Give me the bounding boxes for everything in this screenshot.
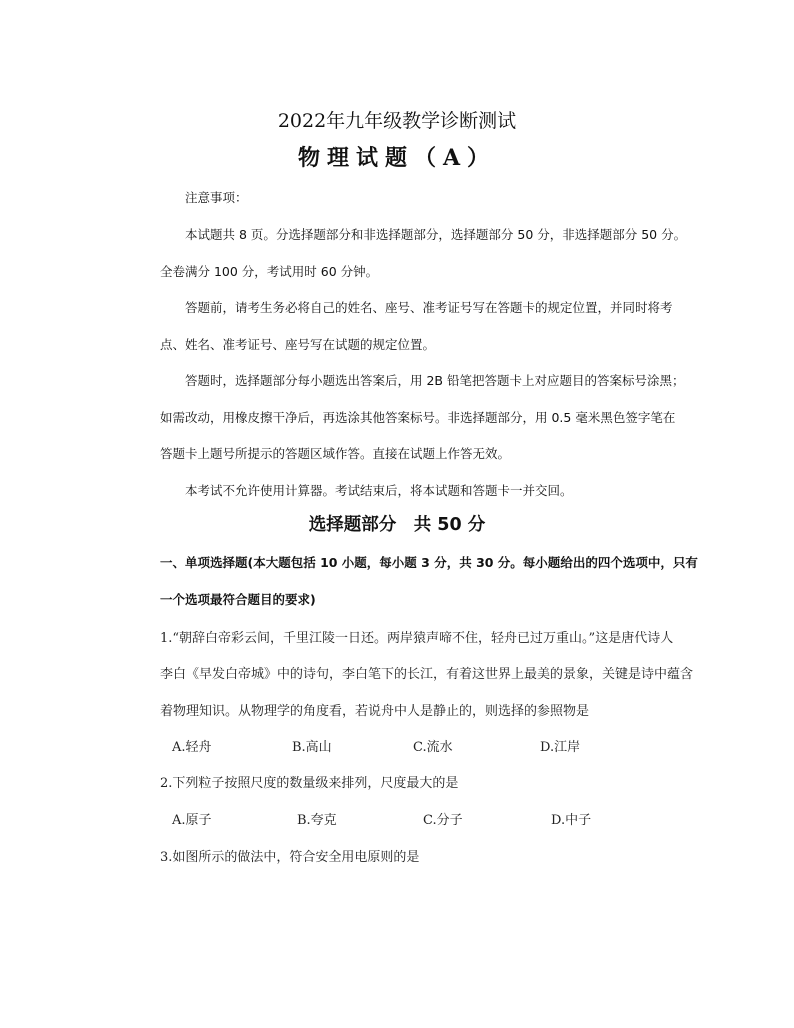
option-b: B.夸克: [297, 813, 337, 828]
notice-heading: 注意事项：: [185, 190, 248, 205]
option-b: B.高山: [292, 740, 332, 755]
notice-line: 答题时，选择题部分每小题选出答案后，用 2B 铅笔把答题卡上对应题目的答案标号涂黑；: [185, 373, 685, 388]
notice-line: 全卷满分 100 分，考试用时 60 分钟。: [160, 264, 379, 279]
section-instruction: 一、单项选择题(本大题包括 10 小题，每小题 3 分，共 30 分。每小题给出的四个选项中，只有: [160, 555, 698, 570]
question-text: 3.如图所示的做法中，符合安全用电原则的是: [160, 850, 420, 865]
question-text: 2.下列粒子按照尺度的数量级来排列，尺度最大的是: [160, 776, 459, 791]
question-text: 李白《早发白帝城》中的诗句，李白笔下的长江，有着这世界上最美的景象，关键是诗中蕴含: [160, 667, 694, 682]
option-d: D.中子: [551, 813, 592, 828]
question-text: 着物理知识。从物理学的角度看，若说舟中人是静止的，则选择的参照物是: [160, 704, 590, 719]
section-instruction: 一个选项最符合题目的要求): [160, 592, 316, 607]
question-text: 1.“朝辞白帝彩云间，千里江陵一日还。两岸猿声啼不住，轻舟已过万重山。”这是唐代诗人: [160, 631, 674, 646]
notice-line: 如需改动，用橡皮擦干净后，再选涂其他答案标号。非选择题部分，用 0.5 毫米黑色签字笔在: [160, 410, 676, 425]
notice-line: 本考试不允许使用计算器。考试结束后，将本试题和答题卡一并交回。: [185, 483, 573, 498]
subject-title: 物理试题（A）: [297, 145, 497, 171]
option-c: C.分子: [423, 813, 463, 828]
exam-title: 2022年九年级教学诊断测试: [277, 110, 517, 132]
notice-line: 答题卡上题号所提示的答题区域作答。直接在试题上作答无效。: [160, 446, 511, 461]
section-title: 选择题部分 共 50 分: [308, 515, 486, 535]
notice-line: 本试题共 8 页。分选择题部分和非选择题部分，选择题部分 50 分，非选择题部分 50 分。: [185, 227, 687, 242]
notice-line: 答题前，请考生务必将自己的姓名、座号、准考证号写在答题卡的规定位置，并同时将考: [185, 300, 673, 315]
notice-line: 点、姓名、准考证号、座号写在试题的规定位置。: [160, 337, 436, 352]
option-d: D.江岸: [540, 740, 581, 755]
option-a: A.原子: [172, 813, 212, 828]
option-a: A.轻舟: [172, 740, 212, 755]
option-c: C.流水: [413, 740, 453, 755]
